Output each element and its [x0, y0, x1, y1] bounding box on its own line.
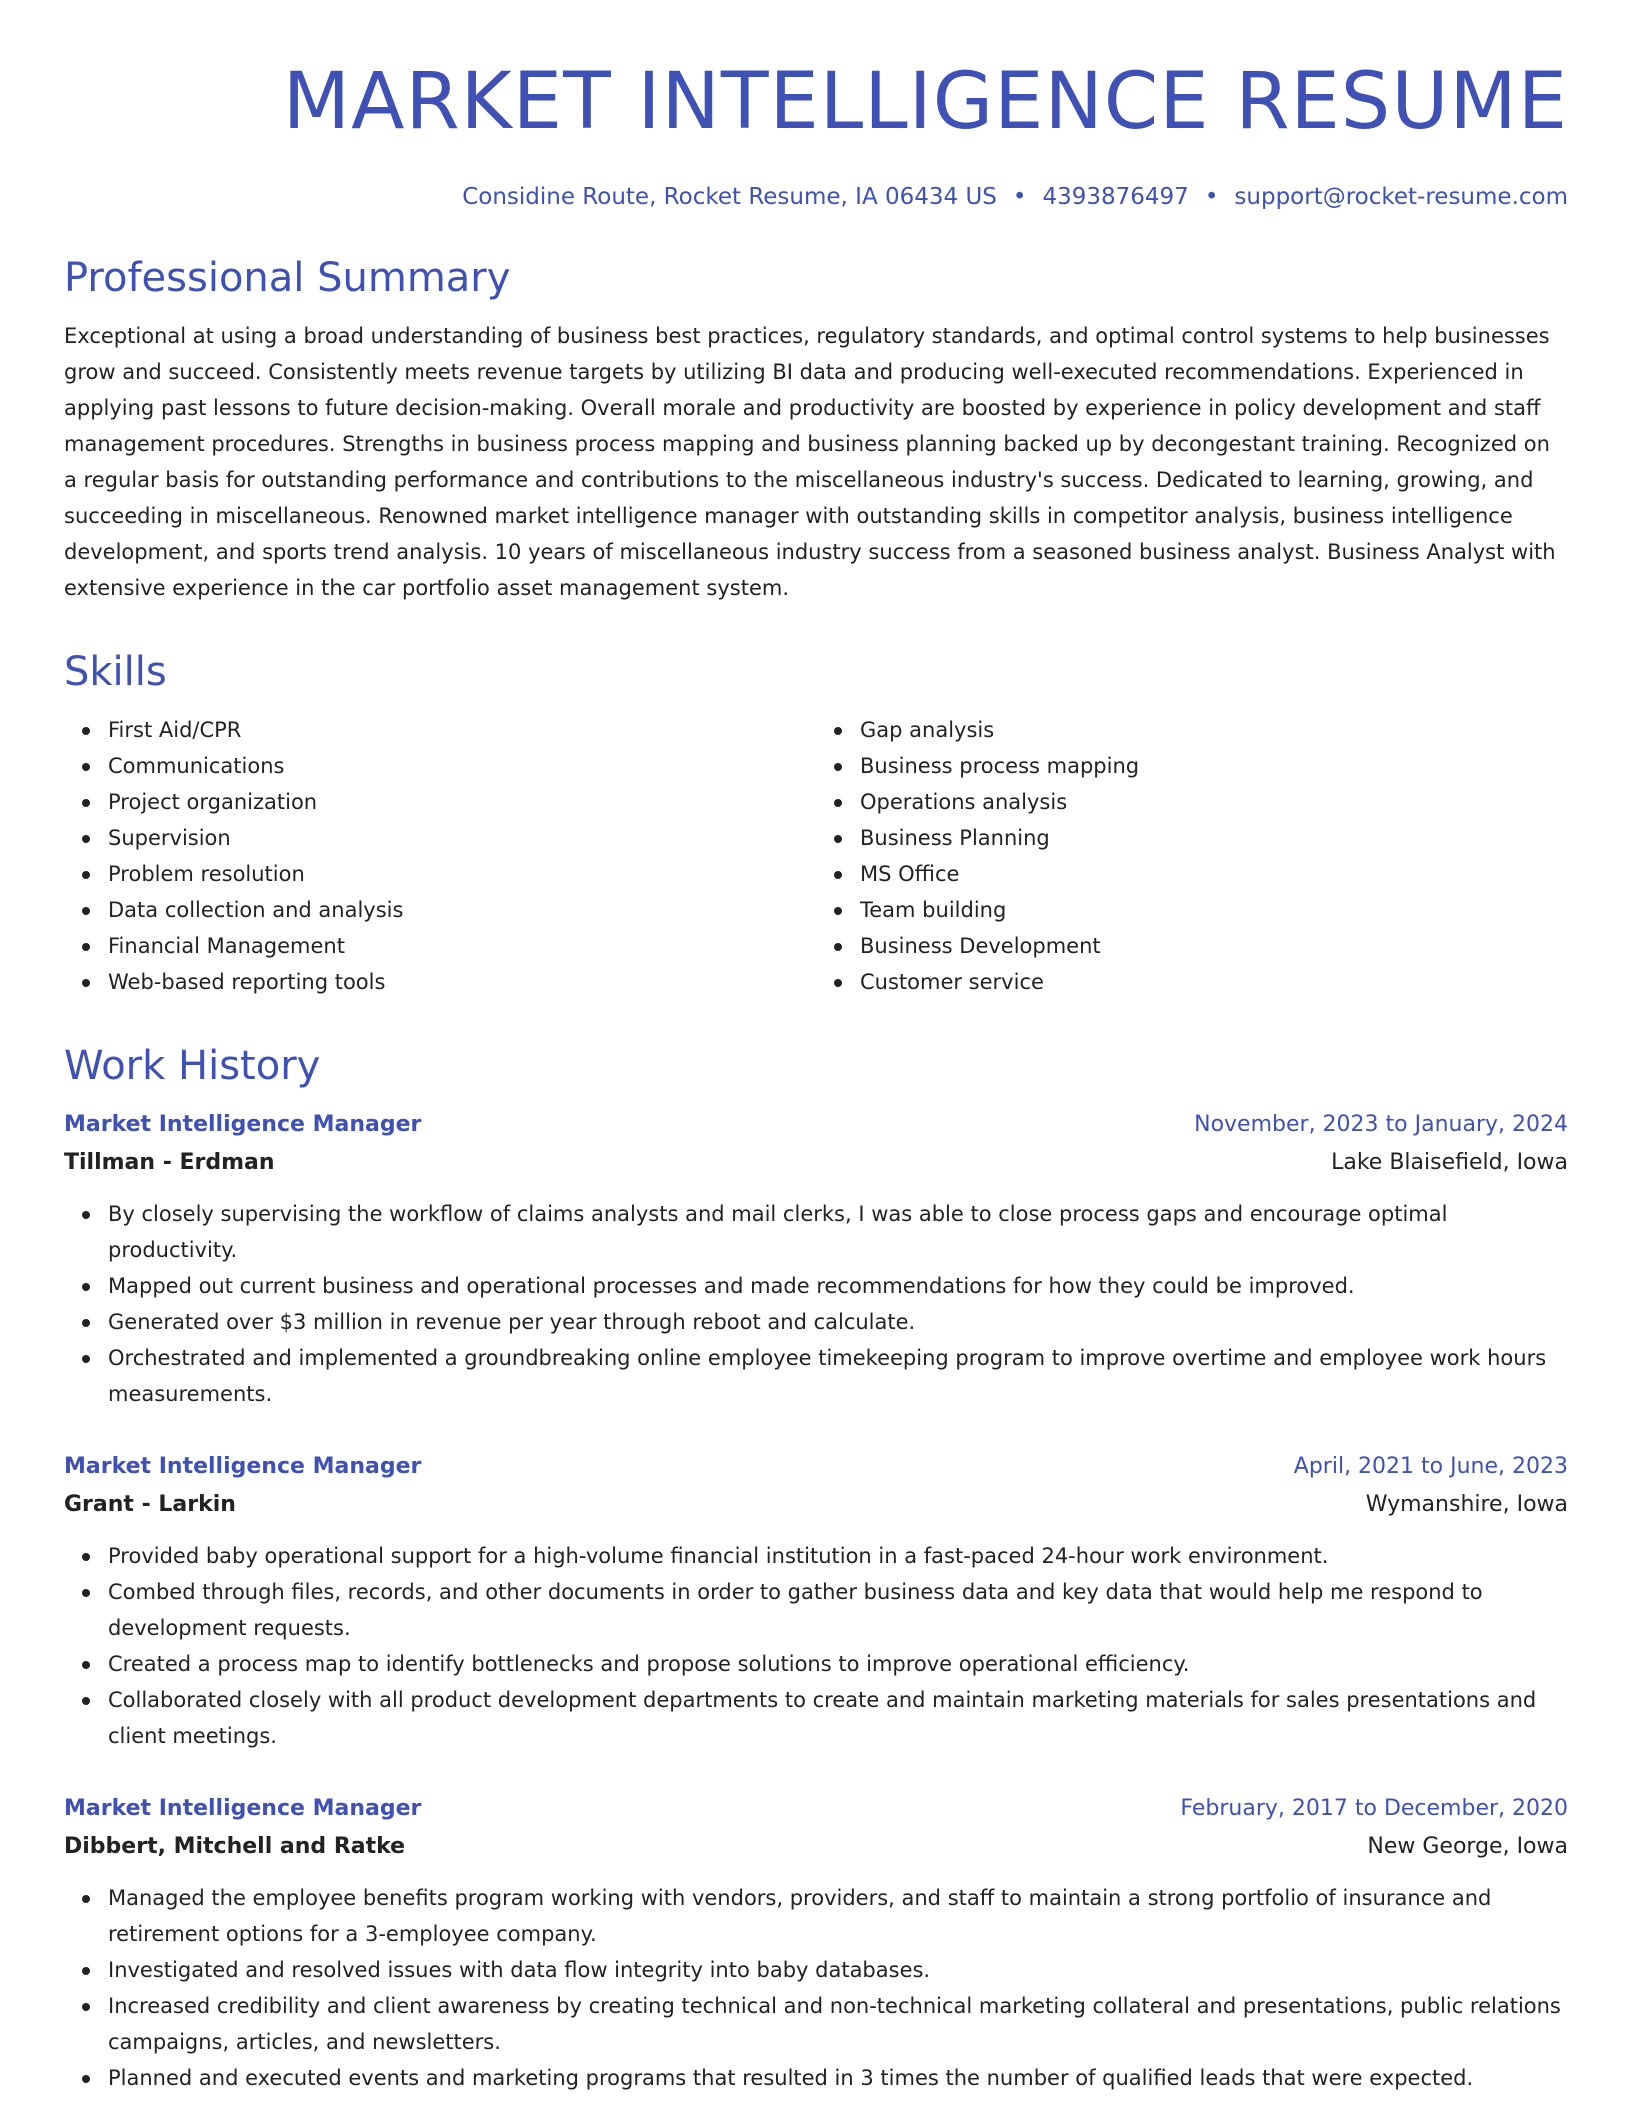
summary-text: Exceptional at using a broad understanding of business best practices, regulatory standards, and optimal control systems to help businesses grow and succeed. Consistently meets revenue targets by utilizing BI data and producing well-executed recommendations. Experienced in applying past lessons to future decision-making. Overall morale and productivity are boosted by experience in policy development and staff management procedures. Strengths in business process mapping and business planning backed up by decongestant training. Recognized on a regular basis for outstanding performance and contributions to the miscellaneous industry's success. Dedicated to learning, growing, and succeeding in miscellaneous. Renowned market intelligence manager with outstanding skills in competitor analysis, business intelligence development, and sports trend analysis. 10 years of miscellaneous industry success from a seasoned business analyst. Business Analyst with extensive experience in the car portfolio asset management system.	[64, 324, 1556, 600]
job-bullets	[64, 1538, 1568, 1754]
job-bullet: Orchestrated and implemented a groundbreaking online employee timekeeping program to improve overtime and employee work hours measurements.	[108, 1340, 1568, 1412]
job-bullet: Created a process map to identify bottlenecks and propose solutions to improve operational efficiency.	[108, 1646, 1568, 1682]
job-company: Grant - Larkin	[64, 1492, 236, 1517]
job-entry	[64, 1790, 1568, 2096]
job-bullet: By closely supervising the workflow of claims analysts and mail clerks, I was able to close process gaps and encourage optimal productivity.	[108, 1196, 1568, 1268]
resume-page	[64, 56, 1568, 2096]
contact-email: support@rocket-resume.com	[1234, 184, 1568, 210]
skill-item: Business process mapping	[860, 748, 1568, 784]
job-title: Market Intelligence Manager	[64, 1796, 422, 1821]
job-bullet: Collaborated closely with all product development departments to create and maintain marketing materials for sales presentations and client meetings.	[108, 1682, 1568, 1754]
job-company: Tillman - Erdman	[64, 1150, 275, 1175]
summary-heading: Professional Summary	[64, 255, 511, 301]
job-bullet: Managed the employee benefits program working with vendors, providers, and staff to maintain a strong portfolio of insurance and retirement options for a 3-employee company.	[108, 1880, 1568, 1952]
skill-item: First Aid/CPR	[108, 712, 816, 748]
skill-item: Operations analysis	[860, 784, 1568, 820]
job-bullet: Planned and executed events and marketing programs that resulted in 3 times the number of qualified leads that were expected.	[108, 2060, 1568, 2096]
job-bullets	[64, 1880, 1568, 2096]
skill-item: Financial Management	[108, 928, 816, 964]
contact-separator: •	[1012, 184, 1027, 210]
skill-item: Web-based reporting tools	[108, 964, 816, 1000]
job-location: Wymanshire, Iowa	[1365, 1492, 1568, 1517]
skill-item: Business Development	[860, 928, 1568, 964]
skill-item: Business Planning	[860, 820, 1568, 856]
contact-line	[64, 182, 1568, 212]
job-entry	[64, 1106, 1568, 1412]
job-bullet: Increased credibility and client awareness by creating technical and non-technical marketing collateral and presentations, public relations campaigns, articles, and newsletters.	[108, 1988, 1568, 2060]
skills-heading: Skills	[64, 649, 167, 695]
skills-list	[64, 712, 1568, 1000]
contact-phone: 4393876497	[1042, 184, 1189, 210]
resume-title: MARKET INTELLIGENCE RESUME	[282, 57, 1568, 147]
skill-item: Team building	[860, 892, 1568, 928]
job-bullet: Investigated and resolved issues with data flow integrity into baby databases.	[108, 1952, 1568, 1988]
job-location: Lake Blaisefield, Iowa	[1331, 1150, 1568, 1175]
skill-item: Customer service	[860, 964, 1568, 1000]
job-bullet: Generated over $3 million in revenue per year through reboot and calculate.	[108, 1304, 1568, 1340]
job-bullet: Provided baby operational support for a high-volume financial institution in a fast-paced 24-hour work environment.	[108, 1538, 1568, 1574]
work-history-heading: Work History	[64, 1043, 321, 1089]
job-company: Dibbert, Mitchell and Ratke	[64, 1834, 406, 1859]
contact-address: Considine Route, Rocket Resume, IA 06434 US	[462, 184, 997, 210]
contact-separator: •	[1204, 184, 1219, 210]
skill-item: Supervision	[108, 820, 816, 856]
job-entry	[64, 1448, 1568, 1754]
job-dates: April, 2021 to June, 2023	[1293, 1454, 1568, 1479]
job-title: Market Intelligence Manager	[64, 1112, 422, 1137]
skill-item: Communications	[108, 748, 816, 784]
job-bullet: Mapped out current business and operational processes and made recommendations for how they could be improved.	[108, 1268, 1568, 1304]
job-bullets	[64, 1196, 1568, 1412]
skills-column-right	[816, 712, 1568, 1000]
skill-item: Gap analysis	[860, 712, 1568, 748]
job-dates: February, 2017 to December, 2020	[1180, 1796, 1568, 1821]
job-location: New George, Iowa	[1367, 1834, 1568, 1859]
skill-item: Problem resolution	[108, 856, 816, 892]
skill-item: Data collection and analysis	[108, 892, 816, 928]
job-bullet: Combed through files, records, and other documents in order to gather business data and key data that would help me respond to development requests.	[108, 1574, 1568, 1646]
skills-column-left	[64, 712, 816, 1000]
job-title: Market Intelligence Manager	[64, 1454, 422, 1479]
job-dates: November, 2023 to January, 2024	[1194, 1112, 1568, 1137]
skill-item: MS Office	[860, 856, 1568, 892]
skill-item: Project organization	[108, 784, 816, 820]
